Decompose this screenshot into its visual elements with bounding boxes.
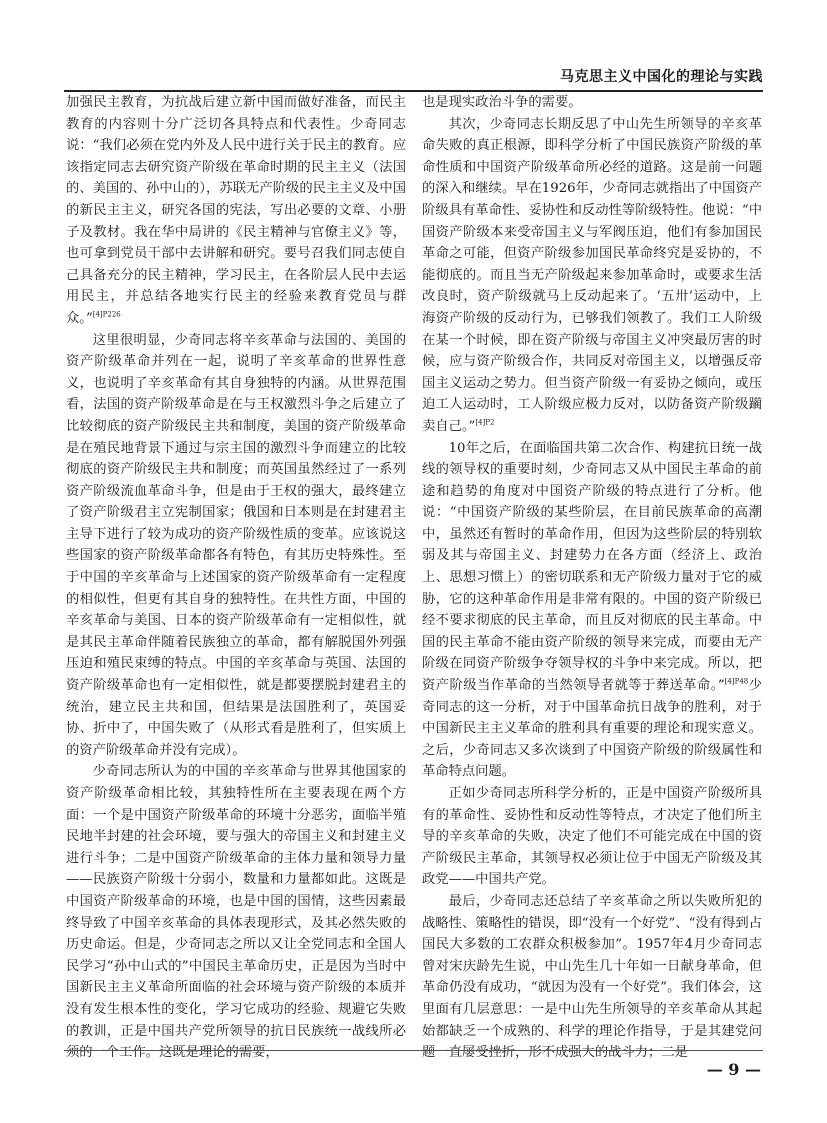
left-column — [66, 92, 406, 1061]
citation-ref: [4]P48 — [724, 677, 749, 686]
paragraph — [66, 761, 406, 1063]
footer-rule — [64, 1050, 763, 1051]
paragraph — [422, 891, 762, 1064]
paragraph — [66, 92, 406, 330]
paragraph-text: 其次，少奇同志长期反思了中山先生所领导的辛亥革命失败的真正根源，即科学分析了中国民族资产阶级的革命性质和中国资产阶级革命所必经的道路。这是前一问题的深入和继续。早在1926年，少奇同志就指出了中国资产阶级具有革命性、妥协性和反动性等阶级特性。他说：“中国资产阶级本来受帝国主义与军阀压迫，他们有参加国民革命之可能，但资产阶级参加国民革命终究是妥协的，不能彻底的。而且当无产阶级起来参加革命时，或要求生活改良时，资产阶级就马上反动起来了。‘五卅’运动中，上海资产阶级的反动行为，已够我们领教了。我们工人阶级在某一个时候，即在资产阶级与帝国主义冲突最厉害的时候，应与资产阶级合作，共同反对帝国主义，以增强反帝国主义运动之势力。但当资产阶级一有妥协之倾向，或压迫工人运动时，工人阶级应极力反对，以防备资产阶级躏卖自己。” — [422, 116, 762, 434]
paragraph — [66, 330, 406, 762]
right-column — [422, 92, 763, 1061]
paragraph-text: 10年之后，在面临国共第二次合作、构建抗日统一战线的领导权的重要时刻，少奇同志又从中国民主革命的前途和趋势的角度对中国资产阶级的特点进行了分析。他说：“中国资产阶级的某些阶层，在目前民族革命的高潮中，虽然还有暂时的革命作用，但因为这些阶层的特别软弱及其与帝国主义、封建势力在各方面（经济上、政治上、思想习惯上）的密切联系和无产阶级力量对于它的威胁，它的这种革命作用是非常有限的。中国的资产阶级已经不要求彻底的民主革命，而且反对彻底的民主革命。中国的民主革命不能由资产阶级的领导来完成，而要由无产阶级在同资产阶级争夺领导权的斗争中来完成。所以，把资产阶级当作革命的当然领导者就等于葬送革命。” — [422, 440, 762, 694]
header-title: 马克思主义中国化的理论与实践 — [560, 69, 763, 85]
paragraph-text: 这里很明显，少奇同志将辛亥革命与法国的、美国的资产阶级革命并列在一起，说明了辛亥革命的世界性意义，也说明了辛亥革命有其自身独特的内涵。从世界范围看，法国的资产阶级革命是在与王权激烈斗争之后建立了比较彻底的资产阶级民主共和制度，美国的资产阶级革命是在殖民地背景下通过与宗主国的激烈斗争而建立的比较彻底的资产阶级民主共和制度；而英国虽然经过了一系列资产阶级流血革命斗争，但是由于王权的强大，最终建立了资产阶级君主立宪制国家；俄国和日本则是在封建君主主导下进行了较为成功的资产阶级性质的变革。应该说这些国家的资产阶级革命都各有特色，有其历史特殊性。至于中国的辛亥革命与上述国家的资产阶级革命有一定程度的相似性，但更有其自身的独特性。在共性方面，中国的辛亥革命与美国、日本的资产阶级革命有一定相似性，就是其民主革命伴随着民族独立的革命，都有解脱国外列强压迫和殖民束缚的特点。中国的辛亥革命与英国、法国的资产阶级革命也有一定相似性，就是都要摆脱封建君主的统治，建立民主共和国，但结果是法国胜利了，英国妥协、折中了，中国失败了（从形式看是胜利了，但实质上的资产阶级革命并没有完成）。 — [66, 332, 406, 758]
paragraph — [422, 783, 762, 891]
paragraph-text: 最后，少奇同志还总结了辛亥革命之所以失败所犯的战略性、策略性的错误，即“没有一个好党”、“没有得到占国民大多数的工农群众积极参加”。1957年4月少奇同志曾对宋庆龄先生说，中山先生几十年如一日献身革命，但革命仍没有成功，“就因为没有一个好党”。我们体会，这里面有几层意思：一是中山先生所领导的辛亥革命从其起始都缺乏一个成熟的、科学的理论作指导，于是其建党问题一直屡受挫折，形不成强大的战斗力；二是 — [422, 893, 762, 1061]
paragraph-text: 也是现实政治斗争的需要。 — [422, 95, 582, 110]
paragraph-text: 少奇同志所认为的中国的辛亥革命与世界其他国家的资产阶级革命相比较，其独特性所在主要表现在两个方面：一个是中国资产阶级革命的环境十分恶劣，面临半殖民地半封建的社会环境，要与强大的帝国主义和封建主义进行斗争；二是中国资产阶级革命的主体力量和领导力量——民族资产阶级十分弱小，数量和力量都如此。这既是中国资产阶级革命的环境，也是中国的国情，这些因素最终导致了中国辛亥革命的具体表现形式，及其必然失败的历史命运。但是，少奇同志之所以又让全党同志和全国人民学习“孙中山式的”中国民主革命历史，正是因为当时中国新民主主义革命所面临的社会环境与资产阶级的本质并没有发生根本性的变化，学习它成功的经验、规避它失败的教训，正是中国共产党所领导的抗日民族统一战线所必须的一个工作。这既是理论的需要， — [66, 764, 406, 1061]
paragraph — [422, 92, 762, 114]
page-number: — 9 — — [706, 1060, 761, 1079]
paragraph-text: 正如少奇同志所科学分析的，正是中国资产阶级所具有的革命性、妥协性和反动性等特点，才决定了他们所主导的辛亥革命的失败，决定了他们不可能完成在中国的资产阶级民主革命，其领导权必须让位于中国无产阶级及其政党——中国共产党。 — [422, 786, 762, 888]
running-header — [64, 60, 763, 92]
paragraph-text: 加强民主教育，为抗战后建立新中国而做好准备，而民主教育的内容则十分广泛切各具特点和代表性。少奇同志说：“我们必须在党内外及人民中进行关于民主的教育。应该指定同志去研究资产阶级在革命时期的民主主义（法国的、美国的、孙中山的），苏联无产阶级的民主主义及中国的新民主主义，研究各国的宪法，写出必要的文章、小册子及教材。我在华中局讲的《民主精神与官僚主义》等，也可拿到党员干部中去讲解和研究。要号召我们同志使自己具备充分的民主精神，学习民主，在各阶层人民中去运用民主，并总结各地实行民主的经验来教育党员与群众。” — [66, 95, 406, 326]
paragraph-text: 少奇同志的这一分析，对于中国革命抗日战争的胜利，对于中国新民主主义革命的胜利具有重要的理论和现实意义。之后，少奇同志又多次谈到了中国资产阶级的阶级属性和革命特点问题。 — [422, 678, 763, 780]
paragraph — [422, 438, 762, 784]
citation-ref: [4]P226 — [92, 310, 121, 319]
paragraph — [422, 114, 762, 438]
citation-ref: [4]P2 — [475, 418, 495, 427]
